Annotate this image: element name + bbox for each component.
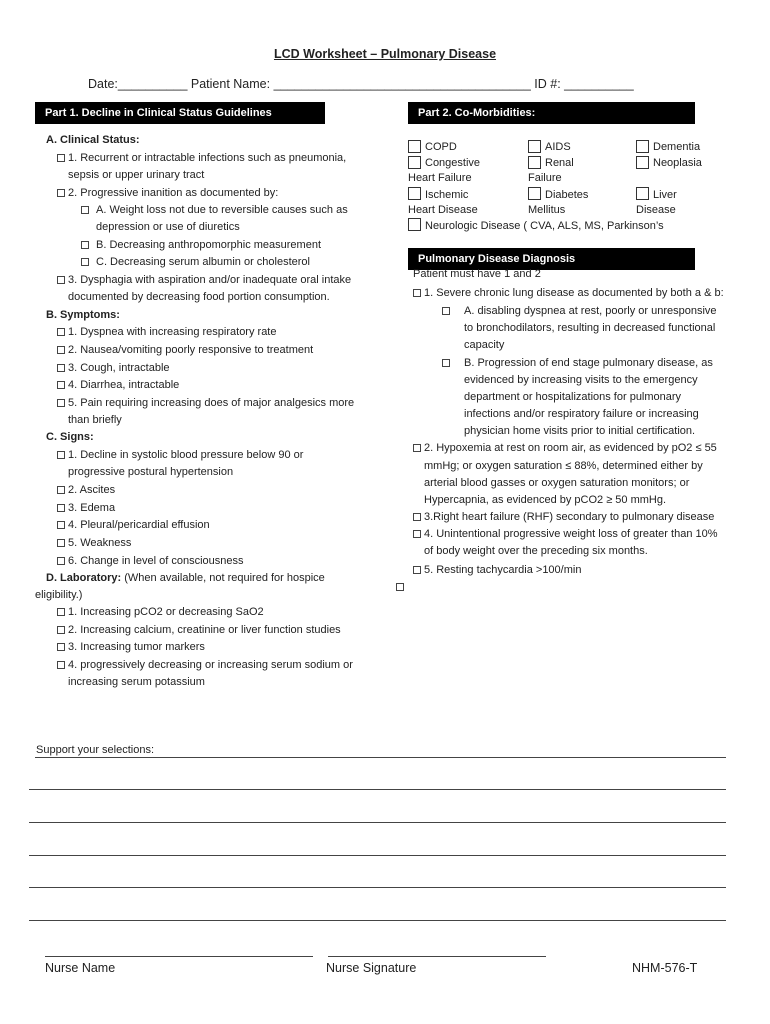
item-a2: 2. Progressive inanition as documented by:	[68, 187, 279, 199]
checkbox-a2b[interactable]	[81, 241, 89, 249]
dx-item-1a-cont: to bronchodilators, resulting in decreased functional	[464, 322, 716, 334]
item-c5: 5. Weakness	[68, 537, 132, 549]
item-a1: 1. Recurrent or intractable infections such as pneumonia,	[68, 152, 347, 164]
dx-item-1b-cont: evidenced by increasing visits to the emergency	[464, 374, 698, 386]
checkbox-b1[interactable]	[57, 328, 65, 336]
checkbox-neurologic-disease[interactable]	[408, 218, 421, 231]
checkbox-dx4[interactable]	[413, 530, 421, 538]
dx-item-3: 3.Right heart failure (RHF) secondary to pulmonary disease	[424, 511, 715, 523]
diagnosis-heading: Pulmonary Disease Diagnosis	[408, 248, 695, 270]
item-b4: 4. Diarrhea, intractable	[68, 379, 180, 391]
dx-item-1: 1. Severe chronic lung disease as documented by both a & b:	[424, 287, 724, 299]
dx-item-4-cont: of body weight over the preceding six months.	[424, 545, 648, 557]
checkbox-dx2[interactable]	[413, 444, 421, 452]
item-d2: 2. Increasing calcium, creatinine or liver function studies	[68, 624, 341, 636]
checkbox-a1[interactable]	[57, 154, 65, 162]
checkbox-c2[interactable]	[57, 486, 65, 494]
dx-item-1b-cont3: infections and/or respiratory failure or increasing	[464, 408, 699, 420]
dx-item-1a-cont2: capacity	[464, 339, 505, 351]
checkbox-congestive-heart-failure[interactable]	[408, 156, 421, 169]
dx-item-2: 2. Hypoxemia at rest on room air, as evidenced by pO2 ≤ 55	[424, 442, 717, 454]
item-d3: 3. Increasing tumor markers	[68, 641, 205, 653]
checkbox-extra[interactable]	[396, 583, 404, 591]
label-mellitus: Mellitus	[528, 204, 566, 216]
section-d-note-cont: eligibility.)	[35, 589, 83, 601]
label-congestive: Congestive	[425, 157, 481, 169]
checkbox-c3[interactable]	[57, 504, 65, 512]
support-label: Support your selections:	[36, 744, 155, 756]
checkbox-neoplasia[interactable]	[636, 156, 649, 169]
checkbox-c1[interactable]	[57, 451, 65, 459]
checkbox-aids[interactable]	[528, 140, 541, 153]
support-line-3[interactable]	[29, 822, 726, 823]
label-neoplasia: Neoplasia	[653, 157, 702, 169]
item-c1-cont: progressive postural hypertension	[68, 466, 234, 478]
checkbox-a2[interactable]	[57, 189, 65, 197]
checkbox-dementia[interactable]	[636, 140, 649, 153]
section-a-heading: A. Clinical Status:	[46, 134, 140, 146]
checkbox-dx1[interactable]	[413, 289, 421, 297]
checkbox-c5[interactable]	[57, 539, 65, 547]
part1-heading: Part 1. Decline in Clinical Status Guidelines	[35, 102, 325, 124]
label-heart-disease: Heart Disease	[408, 204, 478, 216]
label-renal: Renal	[545, 157, 574, 169]
dx-item-1b-cont4: physician home visits prior to initial certification.	[464, 425, 696, 437]
item-c3: 3. Edema	[68, 502, 116, 514]
dx-item-1b-cont2: department or hospitalizations for pulmonary	[464, 391, 682, 403]
item-a3-cont: documented by decreasing food portion consumption.	[68, 291, 330, 303]
page-title: LCD Worksheet – Pulmonary Disease	[273, 47, 497, 61]
checkbox-dx1b[interactable]	[442, 359, 450, 367]
diagnosis-must: Patient must have 1 and 2	[413, 268, 541, 280]
dx-item-1b: B. Progression of end stage pulmonary disease, as	[464, 357, 713, 369]
dx-item-1a: A. disabling dyspnea at rest, poorly or unresponsive	[464, 305, 717, 317]
item-a2a-cont: depression or use of diuretics	[96, 221, 240, 233]
checkbox-ischemic-heart-disease[interactable]	[408, 187, 421, 200]
item-b1: 1. Dyspnea with increasing respiratory rate	[68, 326, 277, 338]
item-d1: 1. Increasing pCO2 or decreasing SaO2	[68, 606, 264, 618]
section-d-heading	[46, 572, 325, 585]
nurse-name-label: Nurse Name	[45, 961, 116, 975]
label-failure: Failure	[528, 172, 562, 184]
support-line-6[interactable]	[29, 920, 726, 921]
item-a2a: A. Weight loss not due to reversible causes such as	[96, 204, 348, 216]
item-d4-cont: increasing serum potassium	[68, 676, 205, 688]
checkbox-b3[interactable]	[57, 364, 65, 372]
date-field[interactable]: Date:__________	[88, 77, 188, 91]
item-c1: 1. Decline in systolic blood pressure below 90 or	[68, 449, 304, 461]
label-diabetes: Diabetes	[545, 189, 589, 201]
checkbox-dx3[interactable]	[413, 513, 421, 521]
nurse-name-line[interactable]	[45, 956, 313, 957]
section-c-heading: C. Signs:	[46, 431, 94, 443]
item-d4: 4. progressively decreasing or increasing serum sodium or	[68, 659, 353, 671]
label-copd: COPD	[425, 141, 457, 153]
checkbox-dx1a[interactable]	[442, 307, 450, 315]
checkbox-a2c[interactable]	[81, 258, 89, 266]
checkbox-b2[interactable]	[57, 346, 65, 354]
checkbox-d4[interactable]	[57, 661, 65, 669]
label-liver: Liver	[653, 189, 677, 201]
support-line-5[interactable]	[29, 887, 726, 888]
form-code: NHM-576-T	[632, 961, 698, 975]
item-c6: 6. Change in level of consciousness	[68, 555, 244, 567]
support-line-4[interactable]	[29, 855, 726, 856]
dx-item-2-cont2: arterial blood gasses or oxygen saturation monitors; or	[424, 477, 690, 489]
label-neurologic: Neurologic Disease ( CVA, ALS, MS, Parkinson’s	[425, 220, 664, 232]
checkbox-a2a[interactable]	[81, 206, 89, 214]
section-b-heading: B. Symptoms:	[46, 309, 120, 321]
checkbox-diabetes-mellitus[interactable]	[528, 187, 541, 200]
checkbox-d1[interactable]	[57, 608, 65, 616]
nurse-signature-line[interactable]	[328, 956, 546, 957]
item-b5-cont: than briefly	[68, 414, 122, 426]
checkbox-d2[interactable]	[57, 626, 65, 634]
checkbox-d3[interactable]	[57, 643, 65, 651]
item-a2b: B. Decreasing anthropomorphic measurement	[96, 239, 322, 251]
item-c2: 2. Ascites	[68, 484, 116, 496]
label-ischemic: Ischemic	[425, 189, 469, 201]
checkbox-b5[interactable]	[57, 399, 65, 407]
item-b5: 5. Pain requiring increasing does of major analgesics more	[68, 397, 355, 409]
section-d-note: (When available, not required for hospice	[121, 572, 325, 584]
checkbox-c6[interactable]	[57, 557, 65, 565]
checkbox-copd[interactable]	[408, 140, 421, 153]
label-dementia: Dementia	[653, 141, 701, 153]
dx-item-2-cont3: Hypercapnia, as evidenced by pCO2 ≥ 50 mmHg.	[424, 494, 667, 506]
item-a1-cont: sepsis or upper urinary tract	[68, 169, 205, 181]
label-disease: Disease	[636, 204, 676, 216]
dx-item-5: 5. Resting tachycardia >100/min	[424, 564, 582, 576]
checkbox-dx5[interactable]	[413, 566, 421, 574]
dx-item-2-cont: mmHg; or oxygen saturation ≤ 88%, determined either by	[424, 460, 703, 472]
label-aids: AIDS	[545, 141, 571, 153]
label-heart-failure: Heart Failure	[408, 172, 472, 184]
checkbox-a3[interactable]	[57, 276, 65, 284]
support-line-1[interactable]	[35, 757, 726, 758]
support-line-2[interactable]	[29, 789, 726, 790]
header-date[interactable]	[88, 77, 634, 91]
checkbox-renal-failure[interactable]	[528, 156, 541, 169]
checkbox-c4[interactable]	[57, 521, 65, 529]
checkbox-b4[interactable]	[57, 381, 65, 389]
item-b2: 2. Nausea/vomiting poorly responsive to treatment	[68, 344, 314, 356]
dx-item-4: 4. Unintentional progressive weight loss of greater than 10%	[424, 528, 718, 540]
checkbox-liver-disease[interactable]	[636, 187, 649, 200]
patient-name-field[interactable]: Patient Name: _____________________________________	[190, 77, 531, 91]
item-b3: 3. Cough, intractable	[68, 362, 170, 374]
item-a2c: C. Decreasing serum albumin or cholesterol	[96, 256, 310, 268]
nurse-signature-label: Nurse Signature	[326, 961, 417, 975]
item-a3: 3. Dysphagia with aspiration and/or inadequate oral intake	[68, 274, 352, 286]
section-d-label: D. Laboratory:	[46, 572, 122, 584]
item-c4: 4. Pleural/pericardial effusion	[68, 519, 210, 531]
part2-heading: Part 2. Co-Morbidities:	[408, 102, 695, 124]
id-field[interactable]: ID #: __________	[534, 77, 634, 91]
